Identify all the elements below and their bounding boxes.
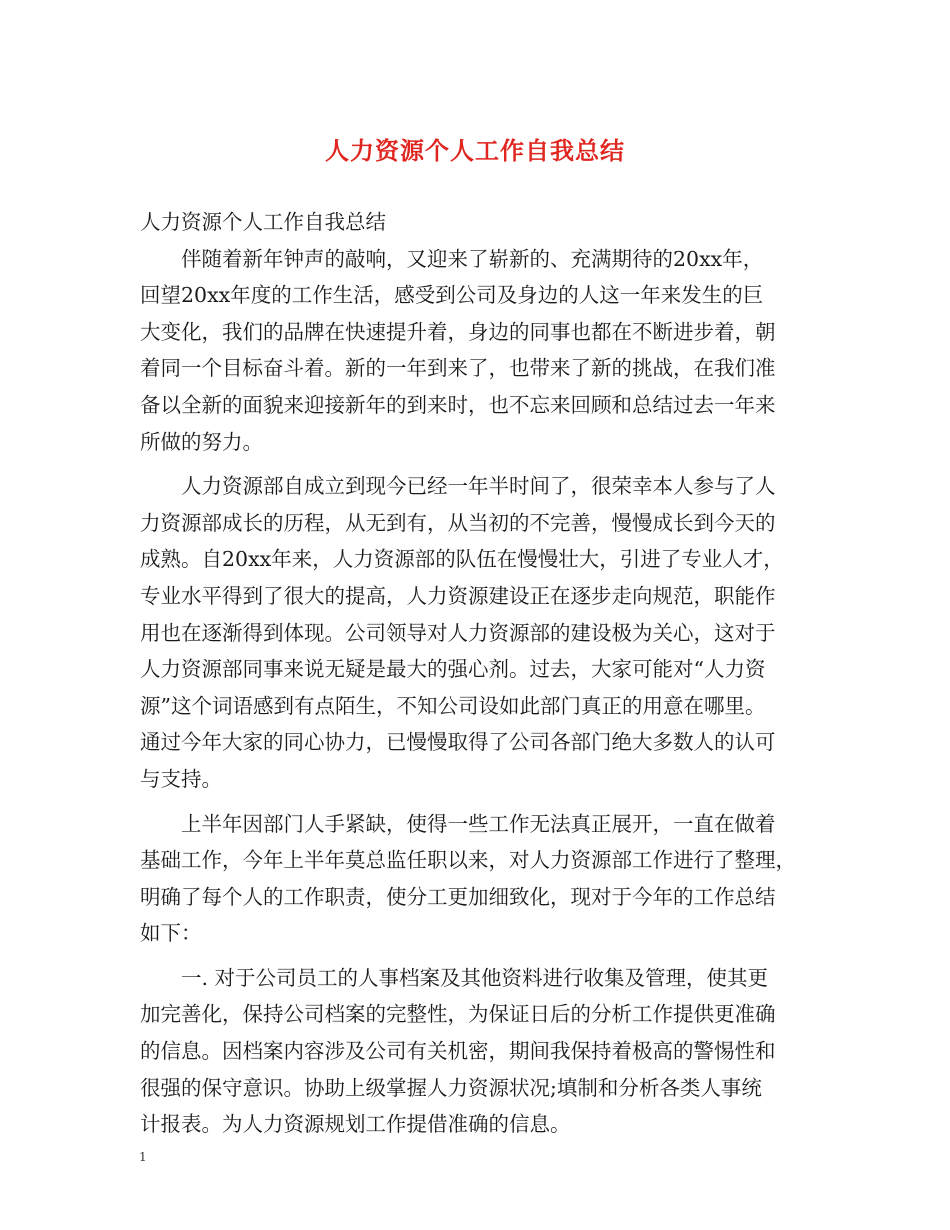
paragraph-line: 基础工作，今年上半年莫总监任职以来，对人力资源部工作进行了整理， [140, 848, 796, 873]
paragraph-line: 专业水平得到了很大的提高，人力资源建设正在逐步走向规范，职能作 [140, 583, 776, 608]
paragraph-line: 的信息。因档案内容涉及公司有关机密，期间我保持着极高的警惕性和 [140, 1039, 776, 1064]
document-subtitle: 人力资源个人工作自我总结 [140, 210, 386, 234]
paragraph [140, 241, 812, 461]
paragraph-line: 备以全新的面貌来迎接新年的到来时，也不忘来回顾和总结过去一年来 [140, 392, 776, 417]
paragraph-line: 明确了每个人的工作职责，使分工更加细致化，现对于今年的工作总结 [140, 884, 776, 909]
paragraph-line: 大变化，我们的品牌在快速提升着，身边的同事也都在不断进步着，朝 [140, 319, 776, 344]
paragraph-line: 与支持。 [140, 766, 222, 791]
paragraph-gap [140, 952, 812, 960]
paragraph-line: 伴随着新年钟声的敲响，又迎来了崭新的、充满期待的20xx年， [181, 246, 764, 271]
paragraph [140, 960, 812, 1143]
paragraph-line: 人力资源部同事来说无疑是最大的强心剂。过去，大家可能对“人力资 [140, 657, 766, 682]
paragraph-line: 计报表。为人力资源规划工作提借准确的信息。 [140, 1112, 571, 1137]
paragraph [140, 806, 812, 952]
paragraph-line: 如下： [140, 921, 202, 946]
paragraph-line: 着同一个目标奋斗着。新的一年到来了，也带来了新的挑战，在我们准 [140, 356, 776, 381]
paragraph-gap [140, 798, 812, 806]
document-title: 人力资源个人工作自我总结 [325, 136, 625, 165]
page-number: 1 [139, 1150, 147, 1164]
paragraph [140, 468, 812, 797]
paragraph-line: 很强的保守意识。协助上级掌握人力资源状况;填制和分析各类人事统 [140, 1075, 762, 1100]
paragraph-line: 成熟。自20xx年来，人力资源部的队伍在慢慢壮大，引进了专业人才， [140, 547, 784, 572]
paragraph-line: 用也在逐渐得到体现。公司领导对人力资源部的建设极为关心，这对于 [140, 620, 776, 645]
paragraph-line: 人力资源部自成立到现今已经一年半时间了，很荣幸本人参与了人 [181, 474, 776, 499]
paragraph-line: 回望20xx年度的工作生活，感受到公司及身边的人这一年来发生的巨 [140, 283, 764, 308]
paragraph-line: 所做的努力。 [140, 429, 263, 454]
paragraph-line: 通过今年大家的同心协力，已慢慢取得了公司各部门绝大多数人的认可 [140, 730, 776, 755]
paragraph-gap [140, 460, 812, 468]
document-body [140, 204, 812, 1143]
paragraph-list [140, 241, 812, 1143]
paragraph-line: 一. 对于公司员工的人事档案及其他资料进行收集及管理，使其更 [181, 965, 769, 990]
paragraph-line: 源”这个词语感到有点陌生，不知公司设如此部门真正的用意在哪里。 [140, 693, 766, 718]
paragraph-line: 加完善化，保持公司档案的完整性，为保证日后的分析工作提供更准确 [140, 1002, 776, 1027]
paragraph-line: 上半年因部门人手紧缺，使得一些工作无法真正展开，一直在做着 [181, 811, 776, 836]
paragraph-line: 力资源部成长的历程，从无到有，从当初的不完善，慢慢成长到今天的 [140, 510, 776, 535]
